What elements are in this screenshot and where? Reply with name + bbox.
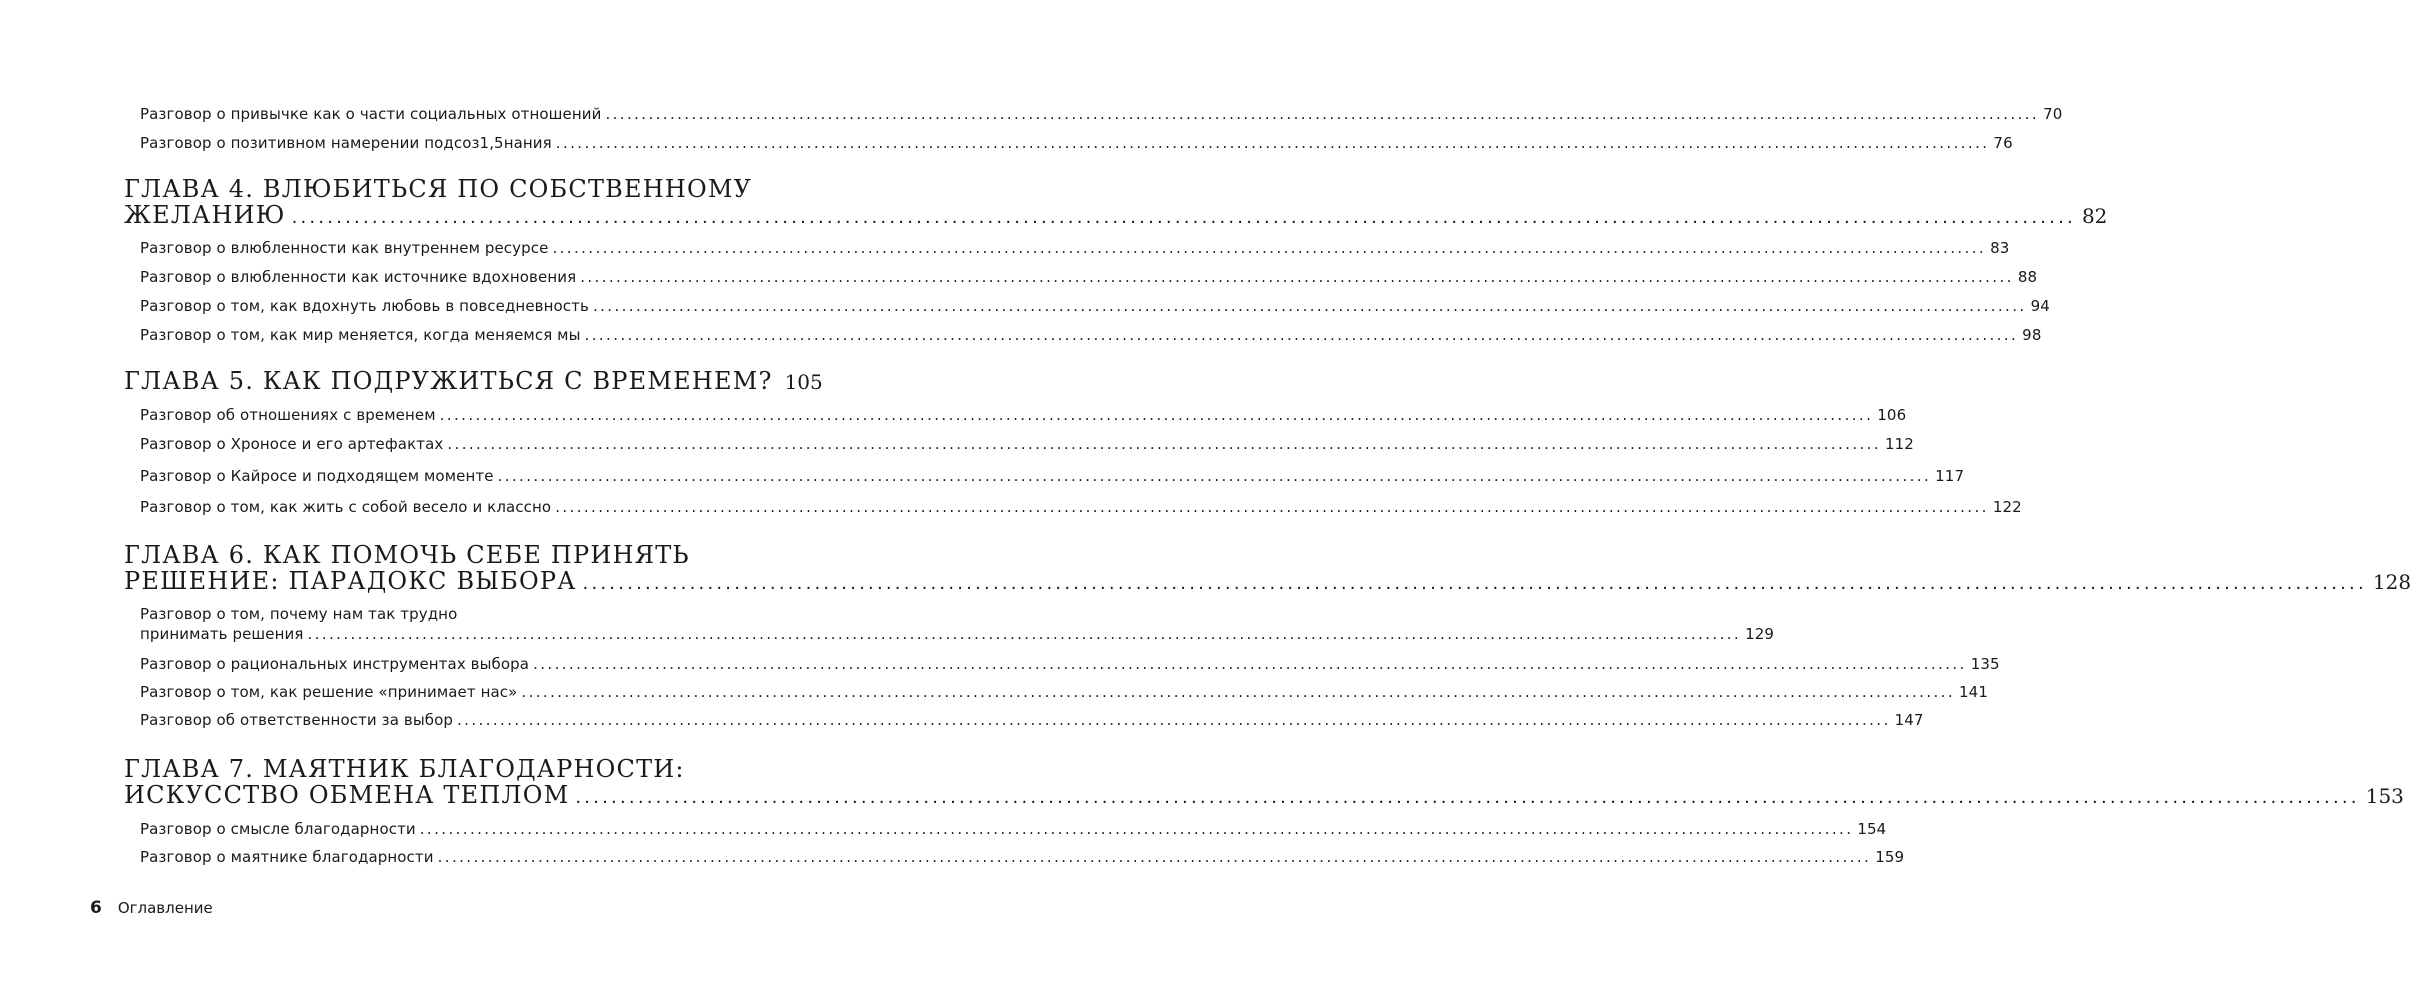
toc-entry[interactable] [140, 296, 2050, 316]
toc-entry[interactable] [140, 682, 1988, 702]
leader-dots: ........................................................................................................................................................................................................ [575, 787, 2360, 808]
entry-title: Разговор о Хроносе и его артефактах [140, 435, 444, 453]
chapter-title-line1: ГЛАВА 7. МАЯТНИК БЛАГОДАРНОСТИ: [124, 755, 685, 783]
leader-dots: ........................................................................................................................................................................................................ [580, 268, 2014, 286]
leader-dots: ........................................................................................................................................................................................................ [533, 655, 1967, 673]
toc-entry[interactable] [140, 434, 1914, 454]
leader-dots: ........................................................................................................................................................................................................ [439, 406, 1874, 424]
entry-page: 83 [1990, 239, 2010, 257]
entry-page: 154 [1857, 820, 1887, 838]
entry-page: 129 [1745, 625, 1775, 643]
chapter-title-line1: ГЛАВА 6. КАК ПОМОЧЬ СЕБЕ ПРИНЯТЬ [124, 541, 690, 569]
entry-title: Разговор об ответственности за выбор [140, 711, 454, 729]
chapter-title-line1: ГЛАВА 5. КАК ПОДРУЖИТЬСЯ С ВРЕМЕНЕМ? [124, 367, 773, 395]
entry-page: 88 [2017, 268, 2038, 286]
entry-title: Разговор о влюбленности как источнике вдохновения [140, 268, 577, 286]
toc-entry[interactable] [140, 466, 1965, 486]
chapter-page: 82 [2081, 204, 2108, 228]
leader-dots: ........................................................................................................................................................................................................ [555, 498, 1989, 516]
toc-entry[interactable] [140, 654, 2000, 674]
entry-title: Разговор о смысле благодарности [140, 820, 416, 838]
entry-title: Разговор о привычке как о части социальных отношений [140, 105, 602, 123]
toc-entry[interactable] [140, 267, 2038, 287]
entry-title: Разговор о том, как решение «принимает нас» [140, 683, 518, 701]
entry-title: Разговор о влюбленности как внутреннем ресурсе [140, 239, 549, 257]
entry-page: 112 [1885, 435, 1914, 453]
toc-entry[interactable] [140, 710, 1924, 730]
entry-page: 147 [1894, 711, 1924, 729]
entry-page: 106 [1877, 406, 1907, 424]
leader-dots: ........................................................................................................................................................................................................ [555, 134, 1990, 152]
leader-dots: ........................................................................................................................................................................................................ [497, 467, 1932, 485]
leader-dots: ........................................................................................................................................................................................................ [521, 683, 1956, 701]
entry-title: Разговор о том, как вдохнуть любовь в повседневность [140, 297, 589, 315]
toc-entry[interactable] [140, 604, 1775, 644]
chapter-title-line2: РЕШЕНИЕ: ПАРАДОКС ВЫБОРА [124, 567, 577, 595]
leader-dots: ........................................................................................................................................................................................................ [605, 105, 2040, 123]
chapter-heading[interactable] [124, 541, 2411, 597]
entry-title: Разговор о том, как жить с собой весело и классно [140, 498, 552, 516]
leader-dots: ........................................................................................................................................................................................................ [584, 326, 2019, 344]
entry-title: Разговор о Кайросе и подходящем моменте [140, 467, 494, 485]
leader-dots: ........................................................................................................................................................................................................ [291, 207, 2076, 228]
page-footer [90, 898, 213, 918]
entry-title-line1: Разговор о том, почему нам так трудно [140, 605, 458, 623]
entry-title-line2: принимать решения [140, 625, 304, 643]
toc-entry[interactable] [140, 238, 2010, 258]
toc-entry[interactable] [140, 819, 1887, 839]
toc-entry[interactable] [140, 104, 2063, 124]
entry-title: Разговор о маятнике благодарности [140, 848, 434, 866]
entry-page: 122 [1992, 498, 2022, 516]
entry-page: 135 [1970, 655, 2000, 673]
chapter-title-line2: ИСКУССТВО ОБМЕНА ТЕПЛОМ [124, 781, 570, 809]
chapter-page: 128 [2372, 570, 2411, 594]
chapter-heading[interactable] [124, 367, 823, 397]
leader-dots: ........................................................................................................................................................................................................ [582, 573, 2367, 594]
toc-entry[interactable] [140, 847, 1905, 867]
entry-page: 117 [1935, 467, 1965, 485]
toc-entry[interactable] [140, 497, 2022, 517]
entry-page: 98 [2022, 326, 2042, 344]
chapter-title-line2: ЖЕЛАНИЮ [124, 201, 286, 229]
leader-dots: ........................................................................................................................................................................................................ [457, 711, 1891, 729]
page-number: 6 [90, 898, 102, 918]
entry-page: 141 [1959, 683, 1988, 701]
running-title: Оглавление [117, 899, 213, 917]
chapter-heading[interactable] [124, 755, 2404, 811]
leader-dots: ........................................................................................................................................................................................................ [437, 848, 1872, 866]
leader-dots: ........................................................................................................................................................................................................ [592, 297, 2027, 315]
toc-entry[interactable] [140, 405, 1907, 425]
leader-dots: ........................................................................................................................................................................................................ [552, 239, 1987, 257]
chapter-page: 105 [784, 370, 823, 394]
entry-page: 94 [2030, 297, 2050, 315]
toc-entry[interactable] [140, 133, 2013, 153]
leader-dots: ........................................................................................................................................................................................................ [447, 435, 1881, 453]
entry-page: 70 [2043, 105, 2063, 123]
chapter-title-line1: ГЛАВА 4. ВЛЮБИТЬСЯ ПО СОБСТВЕННОМУ [124, 175, 753, 203]
entry-page: 159 [1875, 848, 1905, 866]
toc-entry[interactable] [140, 325, 2042, 345]
chapter-page: 153 [2365, 784, 2404, 808]
entry-title: Разговор о том, как мир меняется, когда меняемся мы [140, 326, 581, 344]
entry-title: Разговор о позитивном намерении подсоз1,5нания [140, 134, 552, 152]
entry-title: Разговор о рациональных инструментах выбора [140, 655, 530, 673]
leader-dots: ........................................................................................................................................................................................................ [307, 625, 1742, 643]
chapter-heading[interactable] [124, 175, 2108, 231]
entry-page: 76 [1993, 134, 2013, 152]
entry-title: Разговор об отношениях с временем [140, 406, 436, 424]
leader-dots: ........................................................................................................................................................................................................ [419, 820, 1854, 838]
